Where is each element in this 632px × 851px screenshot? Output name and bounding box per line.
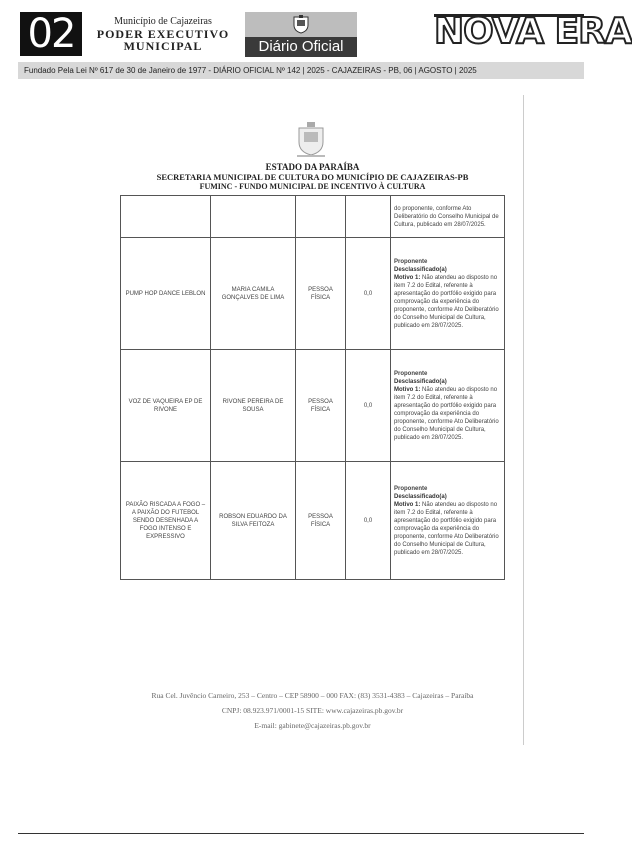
table-row — [121, 196, 505, 238]
score-cell: 0,0 — [346, 238, 391, 350]
fund-title: FUMINC - FUNDO MUNICIPAL DE INCENTIVO À CULTURA — [199, 182, 426, 191]
secretariat-title: SECRETARIA MUNICIPAL DE CULTURA DO MUNICÍPIO DE CAJAZEIRAS-PB — [156, 172, 469, 182]
info-bar-text: Fundado Pela Lei Nº 617 de 30 de Janeiro de 1977 - DIÁRIO OFICIAL Nº 142 | 2025 - CAJAZEIRAS - PB, 06 | AGOSTO | 2025 — [24, 66, 477, 75]
result-label: Motivo 1: — [394, 274, 421, 281]
score-cell: 0,0 — [346, 350, 391, 462]
type-cell: PESSOA FÍSICA — [296, 462, 346, 580]
footer-cnpj: CNPJ: 08.923.971/0001-15 SITE: www.cajazeiras.pb.gov.br — [221, 706, 404, 715]
diario-oficial-badge — [245, 12, 357, 57]
executive-power-line1: PODER EXECUTIVO — [96, 27, 230, 41]
executive-power-line2: MUNICIPAL — [123, 39, 203, 53]
footer-address: Rua Cel. Juvêncio Carneiro, 253 – Centro – CEP 58900 – 000 FAX: (83) 3531-4383 – Cajazeiras – Paraíba — [151, 691, 474, 700]
table-row — [121, 462, 505, 580]
result-heading: Proponente — [394, 370, 428, 377]
municipality-name: Município de Cajazeiras — [114, 16, 212, 27]
type-cell: PESSOA FÍSICA — [296, 350, 346, 462]
state-title: ESTADO DA PARAÍBA — [265, 162, 360, 172]
municipality-block — [88, 16, 238, 52]
result-label: Motivo 1: — [394, 386, 421, 393]
newspaper-logo: NOVA ERA — [434, 11, 632, 52]
result-heading: Proponente — [394, 485, 428, 492]
result-label: Motivo 1: — [394, 501, 421, 508]
project-cell: PUMP HOP DANCE LEBLON — [121, 238, 211, 350]
result-cell — [391, 196, 505, 238]
result-text: Não atendeu ao disposto no item 7.2 do Edital, referente à apresentação do portfólio exigido para comprovação da experiência do proponente, conforme Ato Deliberatório do Conselho Municipal de Cultura, publicado em 28/07/2025. — [394, 386, 499, 441]
result-heading: Proponente — [394, 258, 428, 265]
coat-of-arms-icon — [290, 14, 312, 34]
table-row — [121, 238, 505, 350]
project-cell — [121, 196, 211, 238]
result-status: Desclassificado(a) — [394, 493, 447, 500]
footer-email: E-mail: gabinete@cajazeiras.pb.gov.br — [254, 721, 371, 730]
result-text: Não atendeu ao disposto no item 7.2 do Edital, referente à apresentação do portfólio exigido para comprovação da experiência do proponente, conforme Ato Deliberatório do Conselho Municipal de Cultura, publicado em 28/07/2025. — [394, 501, 499, 556]
proponent-cell: RIVONE PEREIRA DE SOUSA — [211, 350, 296, 462]
document-footer — [120, 688, 505, 733]
project-cell: VOZ DE VAQUEIRA EP DE RIVONE — [121, 350, 211, 462]
proponent-cell: MARIA CAMILA GONÇALVES DE LIMA — [211, 238, 296, 350]
table-row — [121, 350, 505, 462]
result-status: Desclassificado(a) — [394, 378, 447, 385]
score-cell: 0,0 — [346, 462, 391, 580]
result-text: do proponente, conforme Ato Deliberatório do Conselho Municipal de Cultura, publicado em 28/07/2025. — [394, 205, 499, 228]
type-cell — [296, 196, 346, 238]
state-seal-icon — [293, 120, 329, 158]
proponent-cell: ROBSON EDUARDO DA SILVA FEITOZA — [211, 462, 296, 580]
type-cell: PESSOA FÍSICA — [296, 238, 346, 350]
result-text: Não atendeu ao disposto no item 7.2 do Edital, referente à apresentação do portfólio exigido para comprovação da experiência do proponente, conforme Ato Deliberatório do Conselho Municipal de Cultura, publicado em 28/07/2025. — [394, 274, 499, 329]
result-cell — [391, 350, 505, 462]
result-cell — [391, 238, 505, 350]
diario-oficial-title: Diário Oficial — [245, 37, 357, 57]
bottom-rule — [18, 833, 584, 834]
info-bar — [18, 62, 584, 79]
result-cell — [391, 462, 505, 580]
score-cell — [346, 196, 391, 238]
margin-line — [523, 95, 524, 745]
results-table — [120, 195, 505, 580]
project-cell: PAIXÃO RISCADA A FOGO – A PAIXÃO DO FUTEBOL SENDO DESENHADA A FOGO INTENSO E EXPRESSIVO — [121, 462, 211, 580]
page-number: 02 — [20, 12, 82, 56]
proponent-cell — [211, 196, 296, 238]
result-status: Desclassificado(a) — [394, 266, 447, 273]
